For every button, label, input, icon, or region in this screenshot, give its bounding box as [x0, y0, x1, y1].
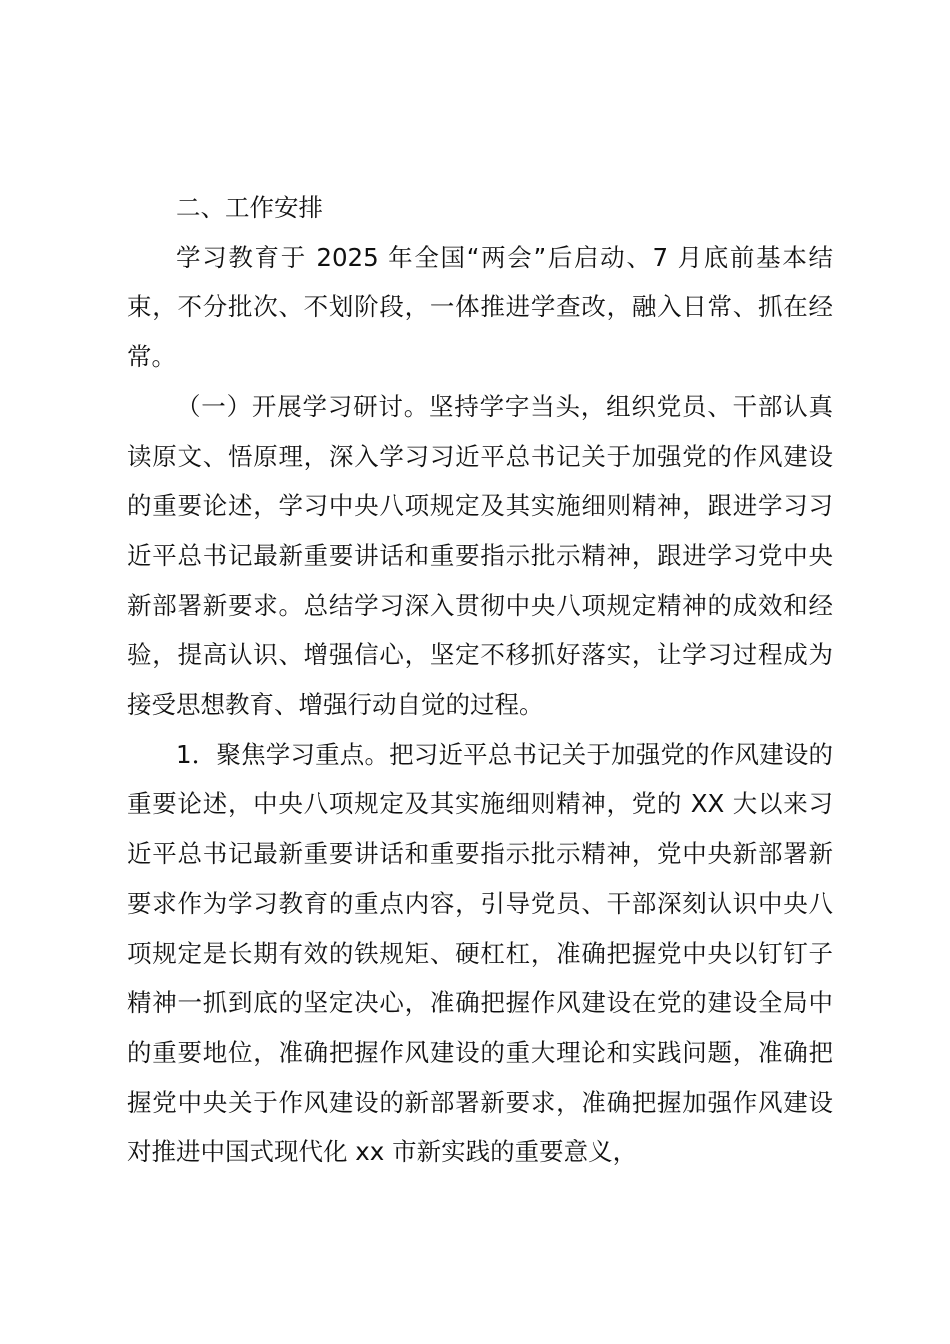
section-heading: 二、工作安排 — [176, 193, 323, 222]
document-body — [127, 183, 833, 1177]
paragraph-study-focus: 1．聚焦学习重点。把习近平总书记关于加强党的作风建设的重要论述，中央八项规定及其实施细则精神，党的 XX 大以来习近平总书记最新重要讲话和重要指示批示精神，党中央新部署新要求作为学习教育的重点内容，引导党员、干部深刻认识中央八项规定是长期有效的铁规矩、硬杠杠，准确把握党中央以钉钉子精神一抓到底的坚定决心，准确把握作风建设在党的建设全局中的重要地位，准确把握作风建设的重大理论和实践问题，准确把握党中央关于作风建设的新部署新要求，准确把握加强作风建设对推进中国式现代化 xx 市新实践的重要意义， — [127, 739, 833, 1167]
paragraph-schedule: 学习教育于 2025 年全国“两会”后启动、7 月底前基本结束，不分批次、不划阶段，一体推进学查改，融入日常、抓在经常。 — [127, 242, 833, 372]
paragraph-study-discussion: （一）开展学习研讨。坚持学字当头，组织党员、干部认真读原文、悟原理，深入学习习近平总书记关于加强党的作风建设的重要论述，学习中央八项规定及其实施细则精神，跟进学习习近平总书记最新重要讲话和重要指示批示精神，跟进学习党中央新部署新要求。总结学习深入贯彻中央八项规定精神的成效和经验，提高认识、增强信心，坚定不移抓好落实，让学习过程成为接受思想教育、增强行动自觉的过程。 — [127, 391, 833, 720]
